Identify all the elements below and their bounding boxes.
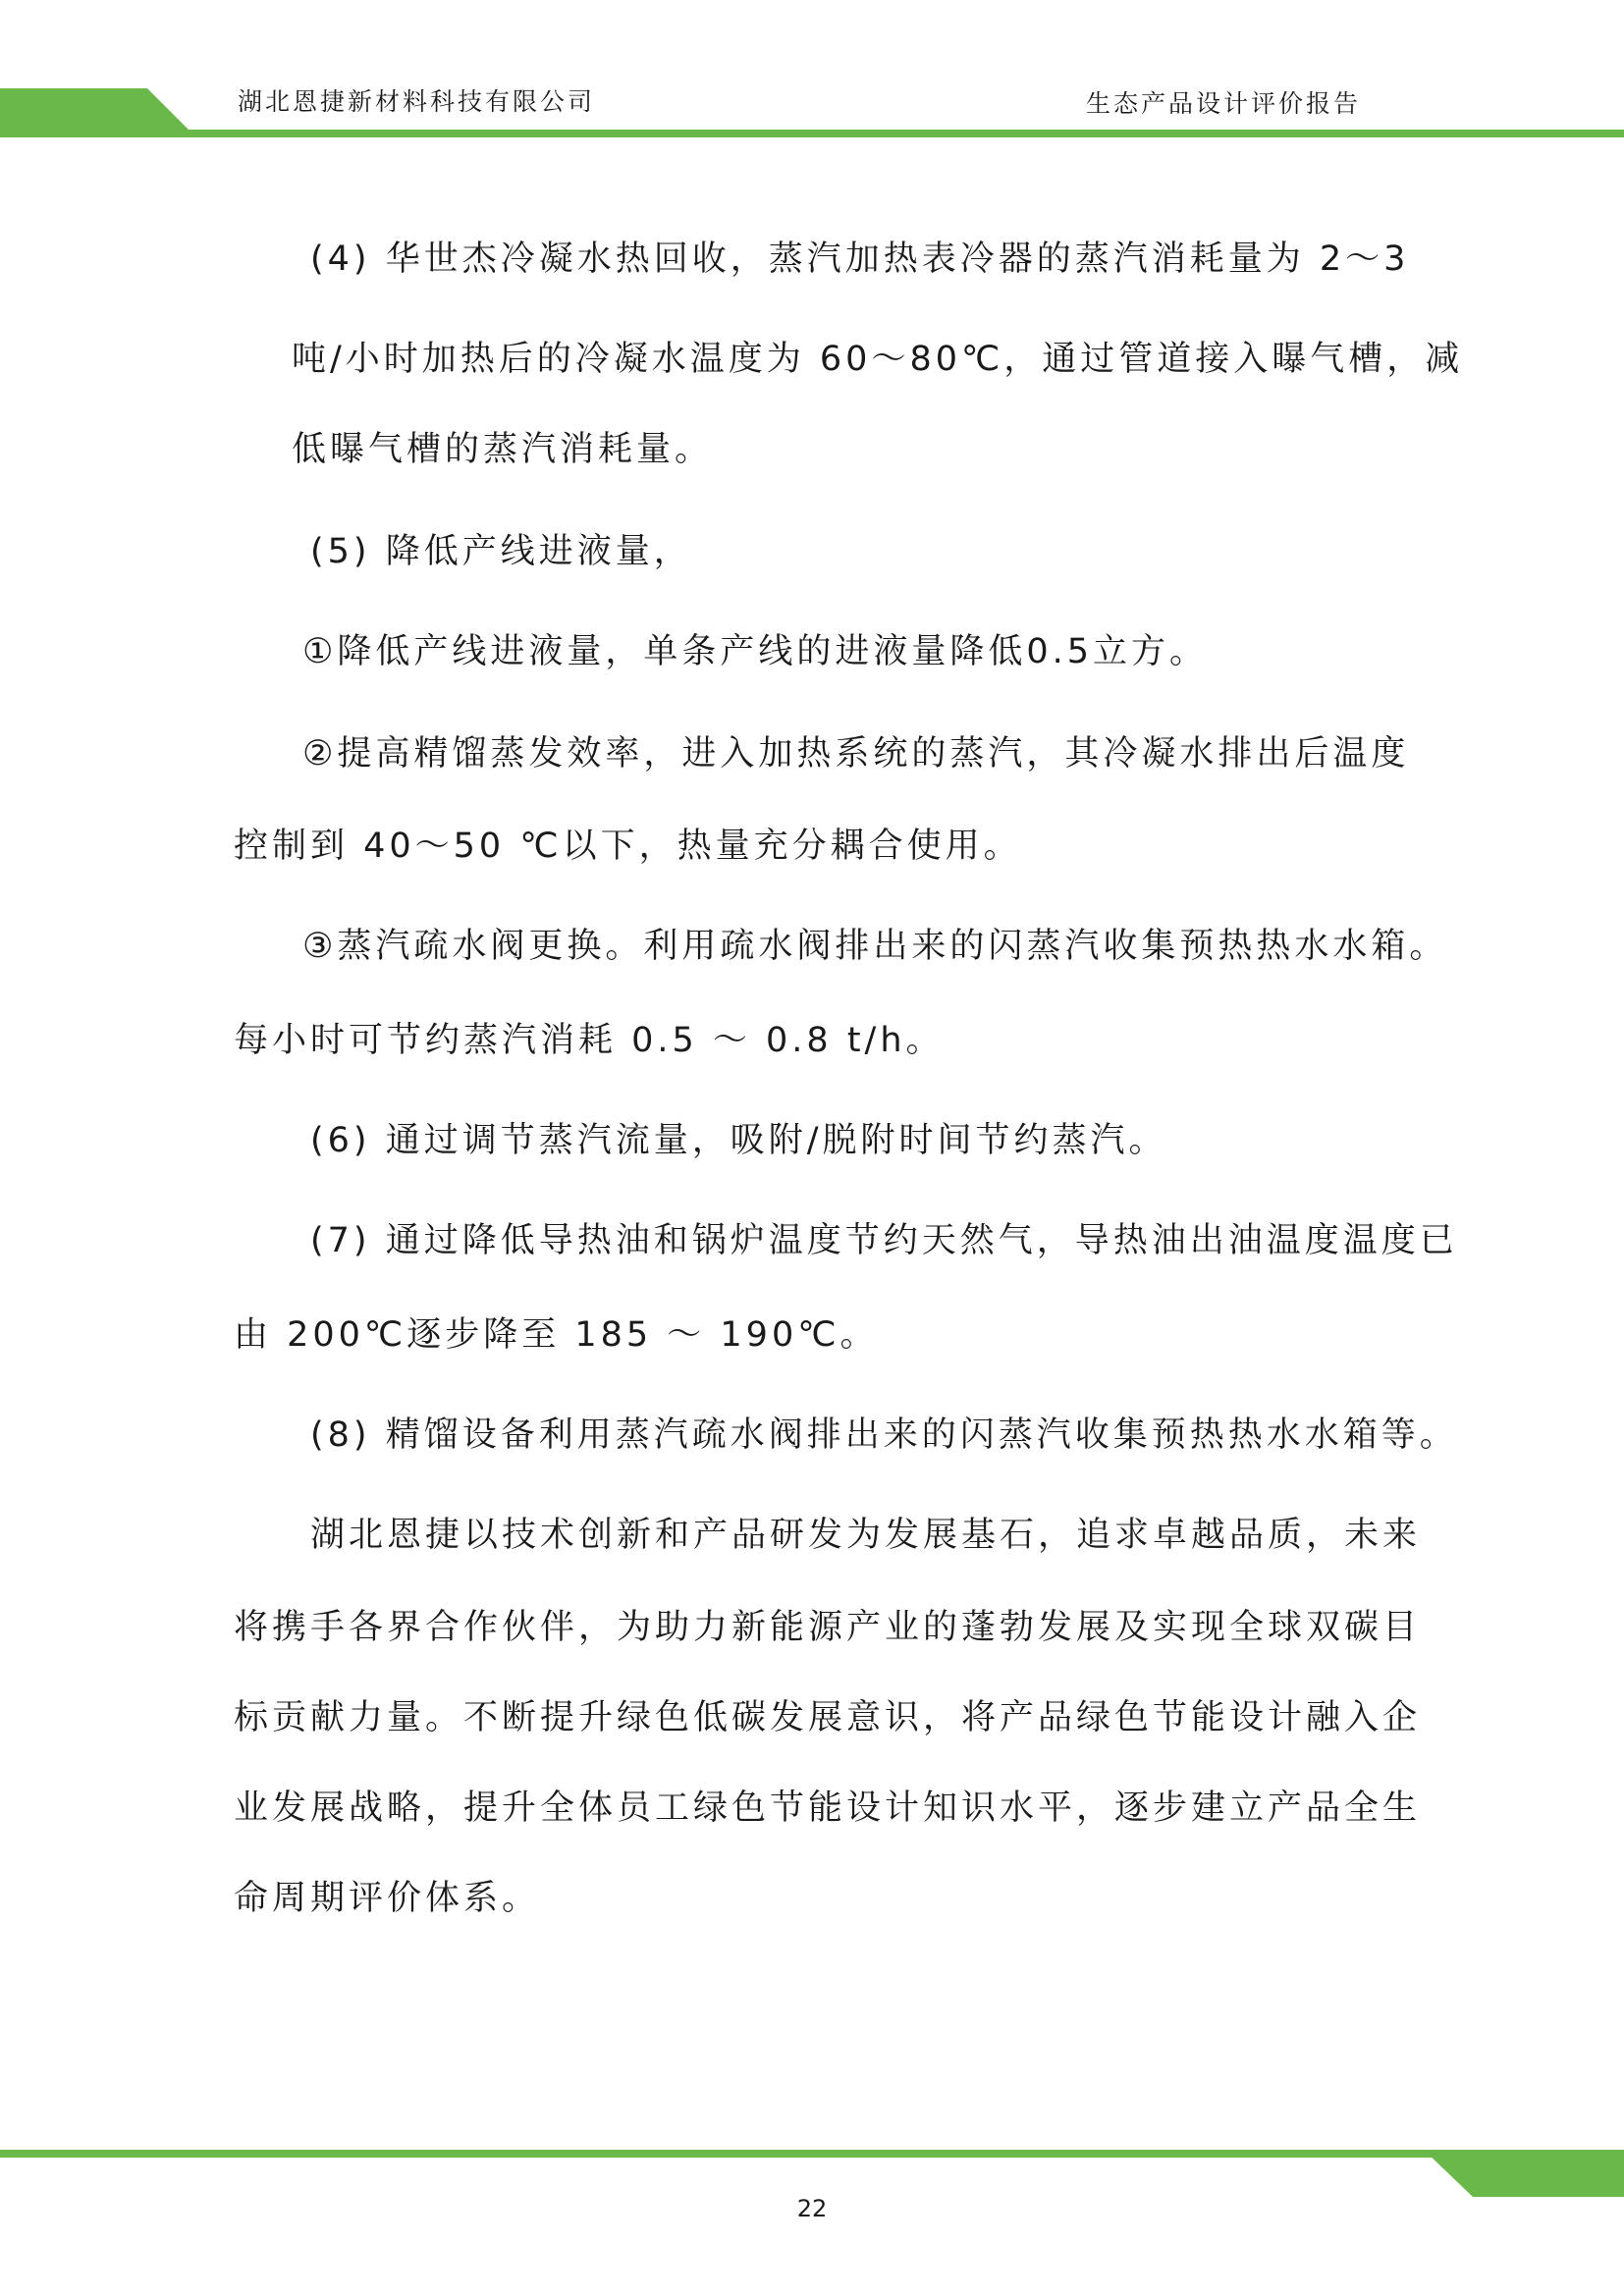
text-line: 每小时可节约蒸汽消耗 0.5 ～ 0.8 t/h。 bbox=[234, 1021, 945, 1060]
text-line: (6) 通过调节蒸汽流量，吸附/脱附时间节约蒸汽。 bbox=[310, 1121, 1167, 1160]
page-number: 22 bbox=[796, 2195, 828, 2222]
header-company-name: 湖北恩捷新材料科技有限公司 bbox=[238, 87, 596, 116]
text-line: (8) 精馏设备利用蒸汽疏水阀排出来的闪蒸汽收集预热热水水箱等。 bbox=[310, 1415, 1458, 1455]
text-line: ①降低产线进液量，单条产线的进液量降低0.5立方。 bbox=[302, 632, 1209, 671]
text-line: 业发展战略，提升全体员工绿色节能设计知识水平，逐步建立产品全生 bbox=[234, 1789, 1422, 1828]
text-line: 将携手各界合作伙伴，为助力新能源产业的蓬勃发展及实现全球双碳目 bbox=[234, 1608, 1422, 1647]
text-line: ③蒸汽疏水阀更换。利用疏水阀排出来的闪蒸汽收集预热热水水箱。 bbox=[302, 927, 1448, 966]
footer-green-tab bbox=[1424, 2150, 1624, 2197]
text-line: 命周期评价体系。 bbox=[234, 1879, 541, 1918]
text-line: 由 200℃逐步降至 185 ～ 190℃。 bbox=[234, 1315, 879, 1355]
text-line: (5) 降低产线进液量， bbox=[310, 532, 692, 571]
header-band bbox=[0, 0, 1624, 147]
text-line: 湖北恩捷以技术创新和产品研发为发展基石，追求卓越品质，未来 bbox=[310, 1516, 1422, 1555]
header-rule bbox=[0, 130, 1624, 137]
text-line: (4) 华世杰冷凝水热回收，蒸汽加热表冷器的蒸汽消耗量为 2～3 bbox=[310, 240, 1410, 279]
text-line: 低曝气槽的蒸汽消耗量。 bbox=[292, 430, 714, 469]
footer-rule bbox=[0, 2150, 1624, 2158]
text-line: 标贡献力量。不断提升绿色低碳发展意识，将产品绿色节能设计融入企 bbox=[234, 1698, 1422, 1737]
text-line: (7) 通过降低导热油和锅炉温度节约天然气，导热油出油温度温度已 bbox=[310, 1221, 1458, 1260]
text-line: ②提高精馏蒸发效率，进入加热系统的蒸汽，其冷凝水排出后温度 bbox=[302, 734, 1410, 774]
header-report-title: 生态产品设计评价报告 bbox=[1085, 89, 1361, 118]
text-line: 控制到 40～50 ℃以下，热量充分耦合使用。 bbox=[234, 827, 1022, 866]
text-line: 吨/小时加热后的冷凝水温度为 60～80℃，通过管道接入曝气槽，减 bbox=[292, 340, 1464, 379]
